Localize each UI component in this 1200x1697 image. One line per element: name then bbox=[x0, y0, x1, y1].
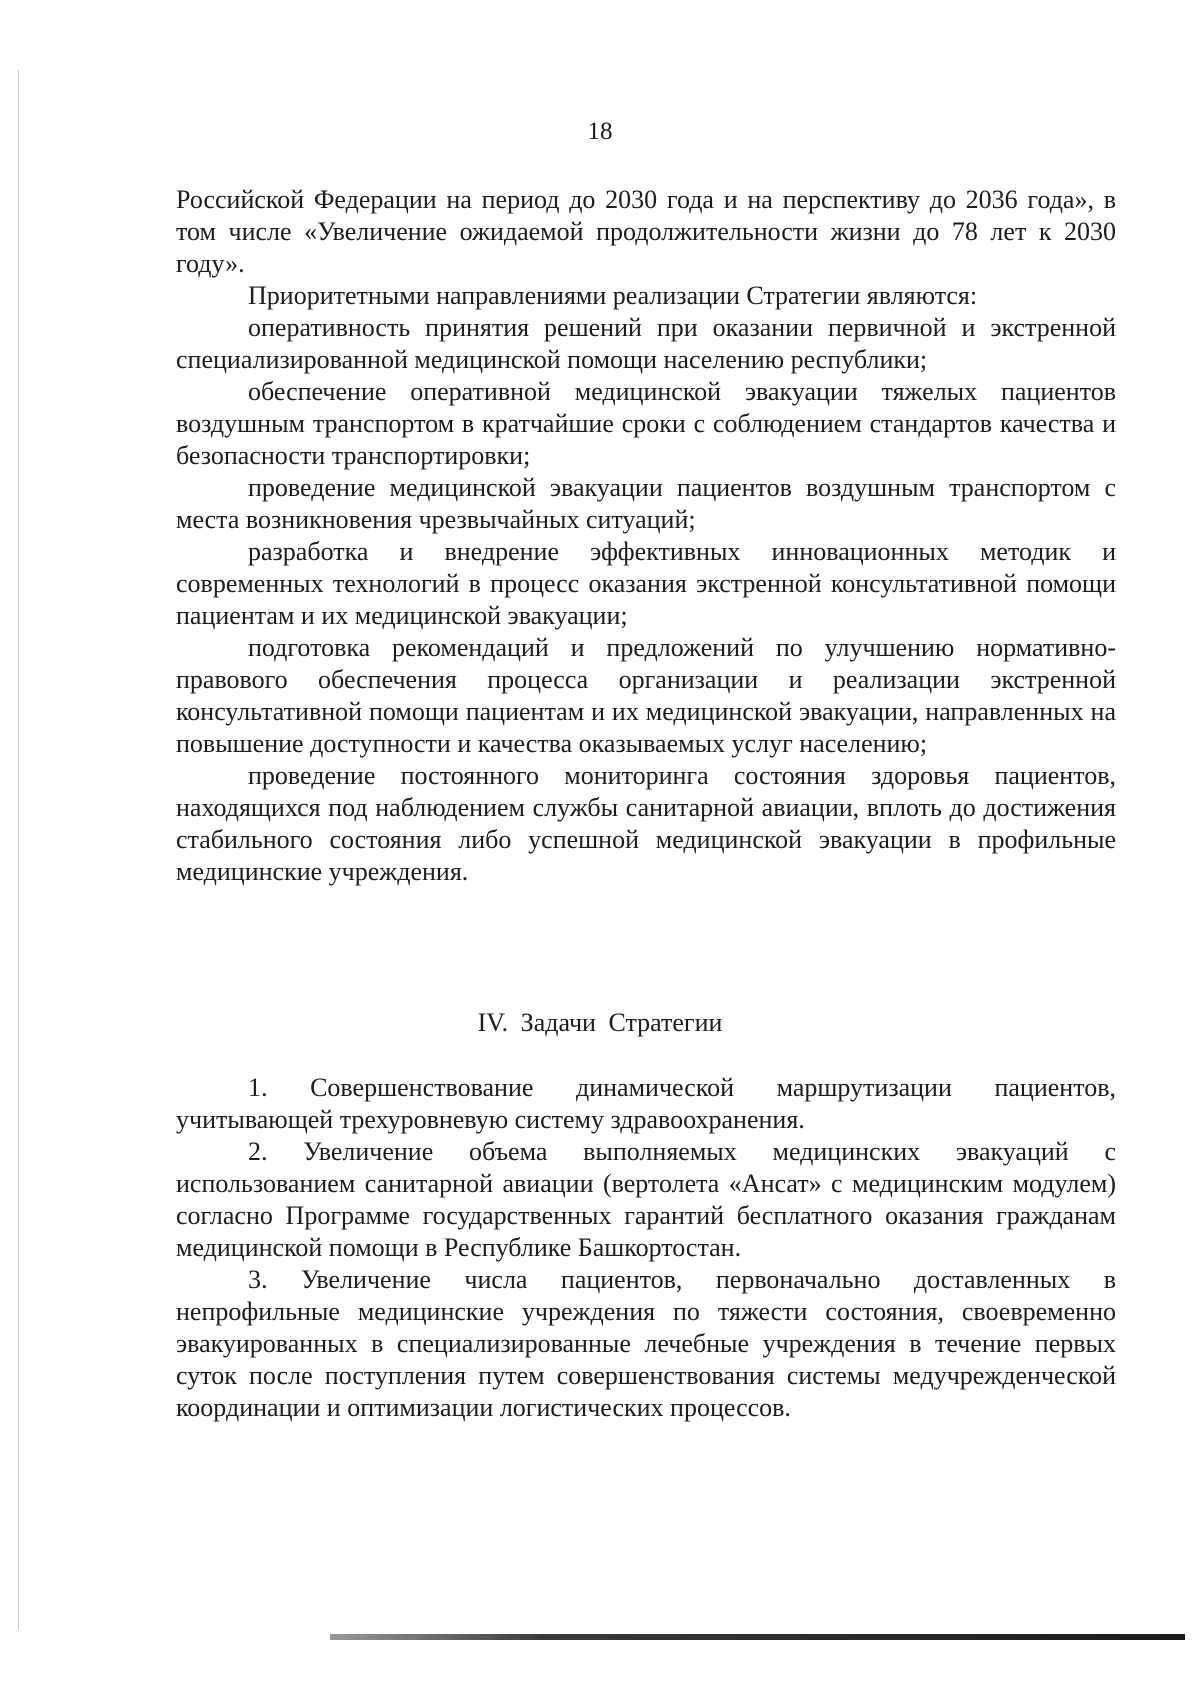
paragraph-priority-2: обеспечение оперативной медицинской эвакуации тяжелых пациентов воздушным транспортом в кратчайшие сроки с соблюдением стандартов качества и безопасности транспортировки; bbox=[176, 377, 1116, 470]
scan-bar-bottom bbox=[330, 1634, 1185, 1640]
tasks-list bbox=[176, 1072, 1116, 1424]
paragraph-priorities-lead: Приоритетными направлениями реализации Стратегии являются: bbox=[248, 281, 978, 310]
paragraph-priority-6: проведение постоянного мониторинга состояния здоровья пациентов, находящихся под наблюдением службы санитарной авиации, вплоть до достижения стабильного состояния либо успешной медицинской эвакуации в профильные медицинские учреждения. bbox=[176, 761, 1116, 886]
paragraph-priority-3: проведение медицинской эвакуации пациентов воздушным транспортом с места возникновения чрезвычайных ситуаций; bbox=[176, 473, 1116, 534]
task-item-3: 3. Увеличение числа пациентов, первоначально доставленных в непрофильные медицинские учреждения по тяжести состояния, своевременно эвакуированных в специализированные лечебные учреждения в течение первых суток после поступления путем совершенствования системы медучрежденческой координации и оптимизации логистических процессов. bbox=[176, 1265, 1116, 1422]
paragraph-priority-1: оперативность принятия решений при оказании первичной и экстренной специализированной медицинской помощи населению республики; bbox=[176, 313, 1116, 374]
intro-text bbox=[176, 184, 1116, 888]
paragraph-priority-5: подготовка рекомендаций и предложений по улучшению нормативно-правового обеспечения процесса организации и реализации экстренной консультативной помощи пациентам и их медицинской эвакуации, направленных на повышение доступности и качества оказываемых услуг населению; bbox=[176, 633, 1116, 758]
paragraph-continuation: Российской Федерации на период до 2030 года и на перспективу до 2036 года», в том числе «Увеличение ожидаемой продолжительности жизни до 78 лет к 2030 году». bbox=[176, 185, 1116, 278]
section-heading: IV. Задачи Стратегии bbox=[477, 1008, 723, 1037]
task-item-1: 1. Совершенствование динамической маршрутизации пациентов, учитывающей трехуровневую систему здравоохранения. bbox=[176, 1073, 1116, 1134]
paragraph-priority-4: разработка и внедрение эффективных инновационных методик и современных технологий в процесс оказания экстренной консультативной помощи пациентам и их медицинской эвакуации; bbox=[176, 537, 1116, 630]
scan-edge-left bbox=[18, 70, 19, 1630]
page-number: 18 bbox=[587, 118, 613, 145]
task-item-2: 2. Увеличение объема выполняемых медицинских эвакуаций с использованием санитарной авиации (вертолета «Ансат» с медицинским модулем) согласно Программе государственных гарантий бесплатного оказания гражданам медицинской помощи в Республике Башкортостан. bbox=[176, 1137, 1116, 1262]
